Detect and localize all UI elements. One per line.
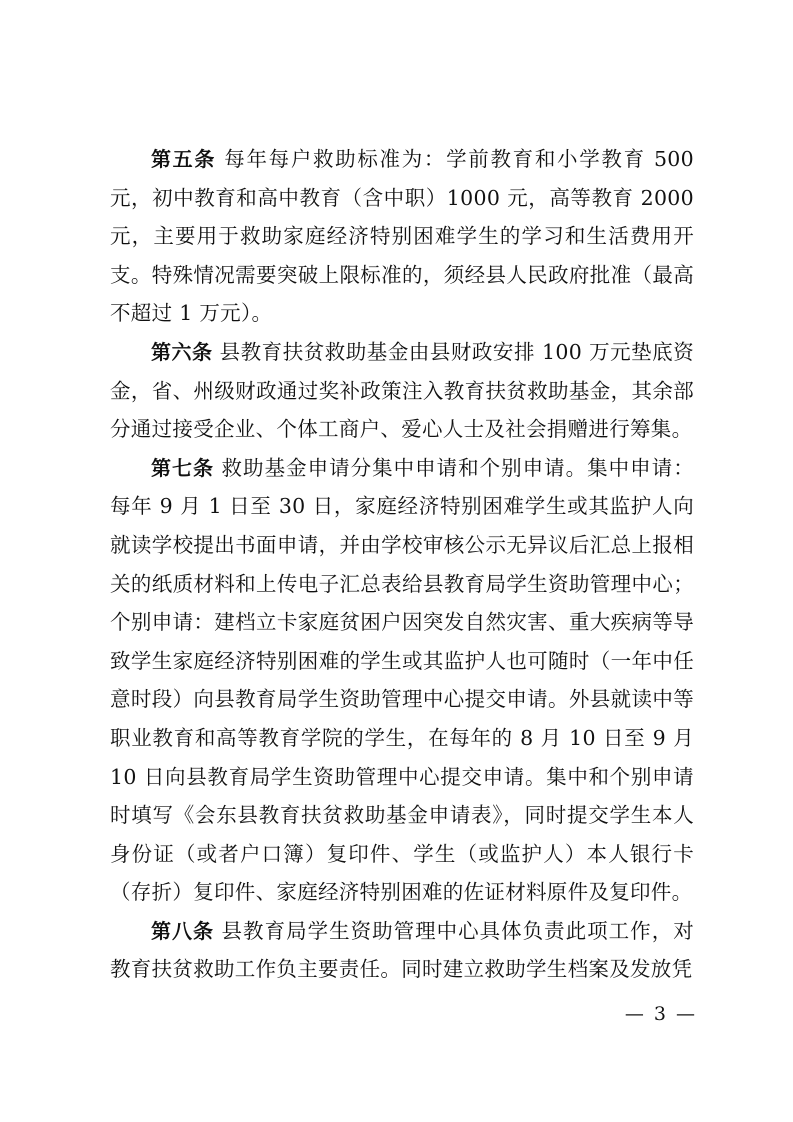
article-5-label: 第五条 (151, 147, 217, 171)
article-6 (110, 333, 694, 449)
article-8-text: 县教育局学生资助管理中心具体负责此项工作，对教育扶贫救助工作负主要责任。同时建立救助学生档案及发放凭 (110, 918, 694, 982)
article-5 (110, 140, 694, 333)
page-number: — 3 — (624, 1003, 697, 1025)
article-6-text: 县教育扶贫救助基金由县财政安排 100 万元垫底资金，省、州级财政通过奖补政策注入教育扶贫救助基金，其余部分通过接受企业、个体工商户、爱心人士及社会捐赠进行筹集。 (110, 339, 694, 442)
article-7-label: 第七条 (151, 455, 215, 480)
article-5-text: 每年每户救助标准为：学前教育和小学教育 500 元，初中教育和高中教育（含中职）1000 元，高等教育 2000 元，主要用于救助家庭经济特别困难学生的学习和生活费用开支。特殊情况需要突破上限标准的，须经县人民政府批准（最高不超过 1 万元）。 (110, 147, 694, 326)
body-text (110, 140, 694, 989)
article-6-label: 第六条 (151, 339, 213, 364)
article-7-text: 救助基金申请分集中申请和个别申请。集中申请：每年 9 月 1 日至 30 日，家庭经济特别困难学生或其监护人向就读学校提出书面申请，并由学校审核公示无异议后汇总上报相关的纸质材料和上传电子汇总表给县教育局学生资助管理中心；个别申请：建档立卡家庭贫困户因突发自然灾害、重大疾病等导致学生家庭经济特别困难的学生或其监护人也可随时（一年中任意时段）向县教育局学生资助管理中心提交申请。外县就读中等职业教育和高等教育学院的学生，在每年的 8 月 10 日至 9 月 10 日向县教育局学生资助管理中心提交申请。集中和个别申请时填写《会东县教育扶贫救助基金申请表》，同时提交学生本人身份证（或者户口簿）复印件、学生（或监护人）本人银行卡（存折）复印件、家庭经济特别困难的佐证材料原件及复印件。 (110, 455, 694, 905)
article-7 (110, 449, 694, 912)
article-8-label: 第八条 (151, 918, 215, 943)
article-8 (110, 912, 694, 989)
